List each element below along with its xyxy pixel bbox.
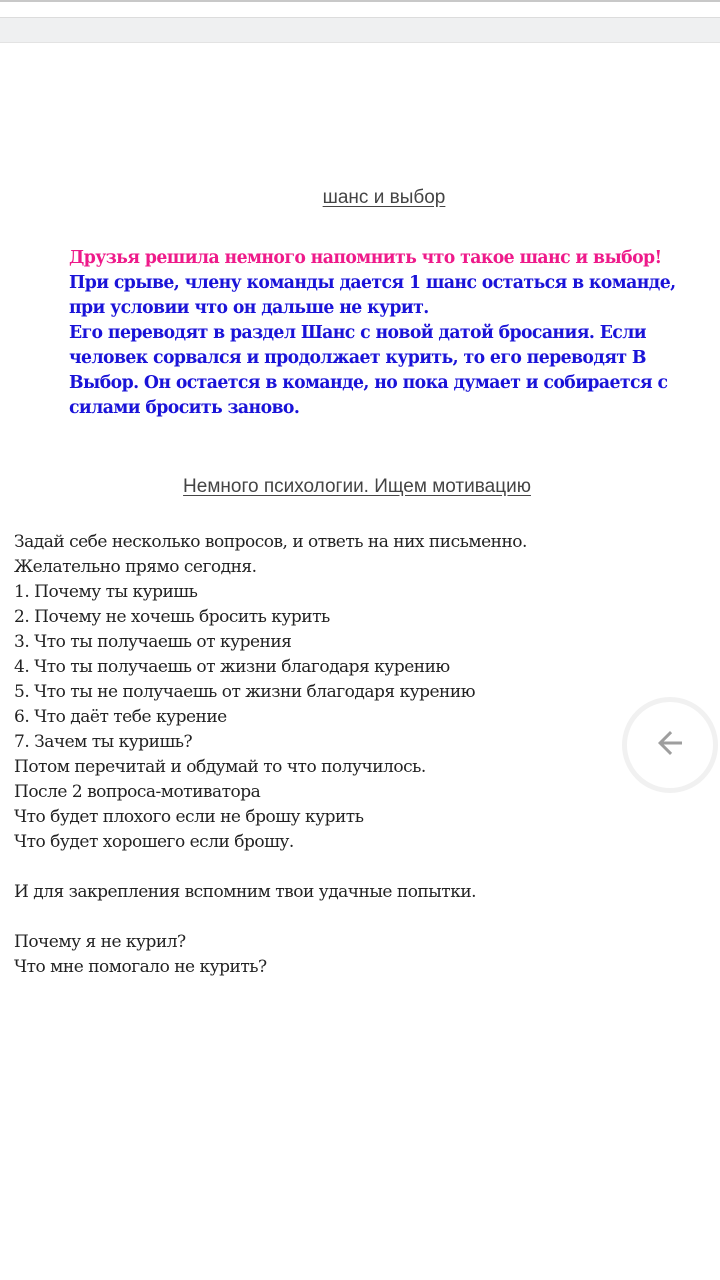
reinforce-line: И для закрепления вспомним твои удачные попытки. [14,882,477,902]
announcement-line: При срыве, члену команды дается 1 шанс остаться в команде, [69,273,676,293]
top-edge [0,0,720,2]
motivation-text [14,530,614,980]
browser-toolbar [0,17,720,43]
announcement-highlight: Друзья решила немного напомнить что такое шанс и выбор! [69,248,662,268]
back-button[interactable] [622,697,718,793]
question-item: 1. Почему ты куришь [14,582,198,602]
after-line: Потом перечитай и обдумай то что получилось. [14,757,426,777]
final-question: Что мне помогало не курить? [14,957,267,977]
announcement-line: Его переводят в раздел Шанс с новой датой бросания. Если [69,323,646,343]
intro-line: Задай себе несколько вопросов, и ответь на них письменно. [14,532,527,552]
question-item: 3. Что ты получаешь от курения [14,632,292,652]
question-item: 4. Что ты получаешь от жизни благодаря курению [14,657,450,677]
question-item: 6. Что даёт тебе курение [14,707,227,727]
final-question: Почему я не курил? [14,932,186,952]
question-item: 2. Почему не хочешь бросить курить [14,607,330,627]
arrow-left-icon [652,725,688,765]
announcement-line: при условии что он дальше не курит. [69,298,429,318]
question-item: 5. Что ты не получаешь от жизни благодаря курению [14,682,476,702]
after-line: После 2 вопроса-мотиватора [14,782,261,802]
announcement-line: Выбор. Он остается в команде, но пока думает и собирается с [69,373,668,393]
section-heading-chance-choice[interactable]: шанс и выбор [322,187,446,208]
announcement-line: человек сорвался и продолжает курить, то его переводят В [69,348,646,368]
after-line: Что будет плохого если не брошу курить [14,807,364,827]
after-line: Что будет хорошего если брошу. [14,832,294,852]
section-heading-psychology[interactable]: Немного психологии. Ищем мотивацию [183,476,531,497]
question-item: 7. Зачем ты куришь? [14,732,193,752]
announcement-block [69,246,709,421]
announcement-line: силами бросить заново. [69,398,300,418]
spacer [14,855,614,880]
spacer [14,905,614,930]
intro-line: Желательно прямо сегодня. [14,557,257,577]
